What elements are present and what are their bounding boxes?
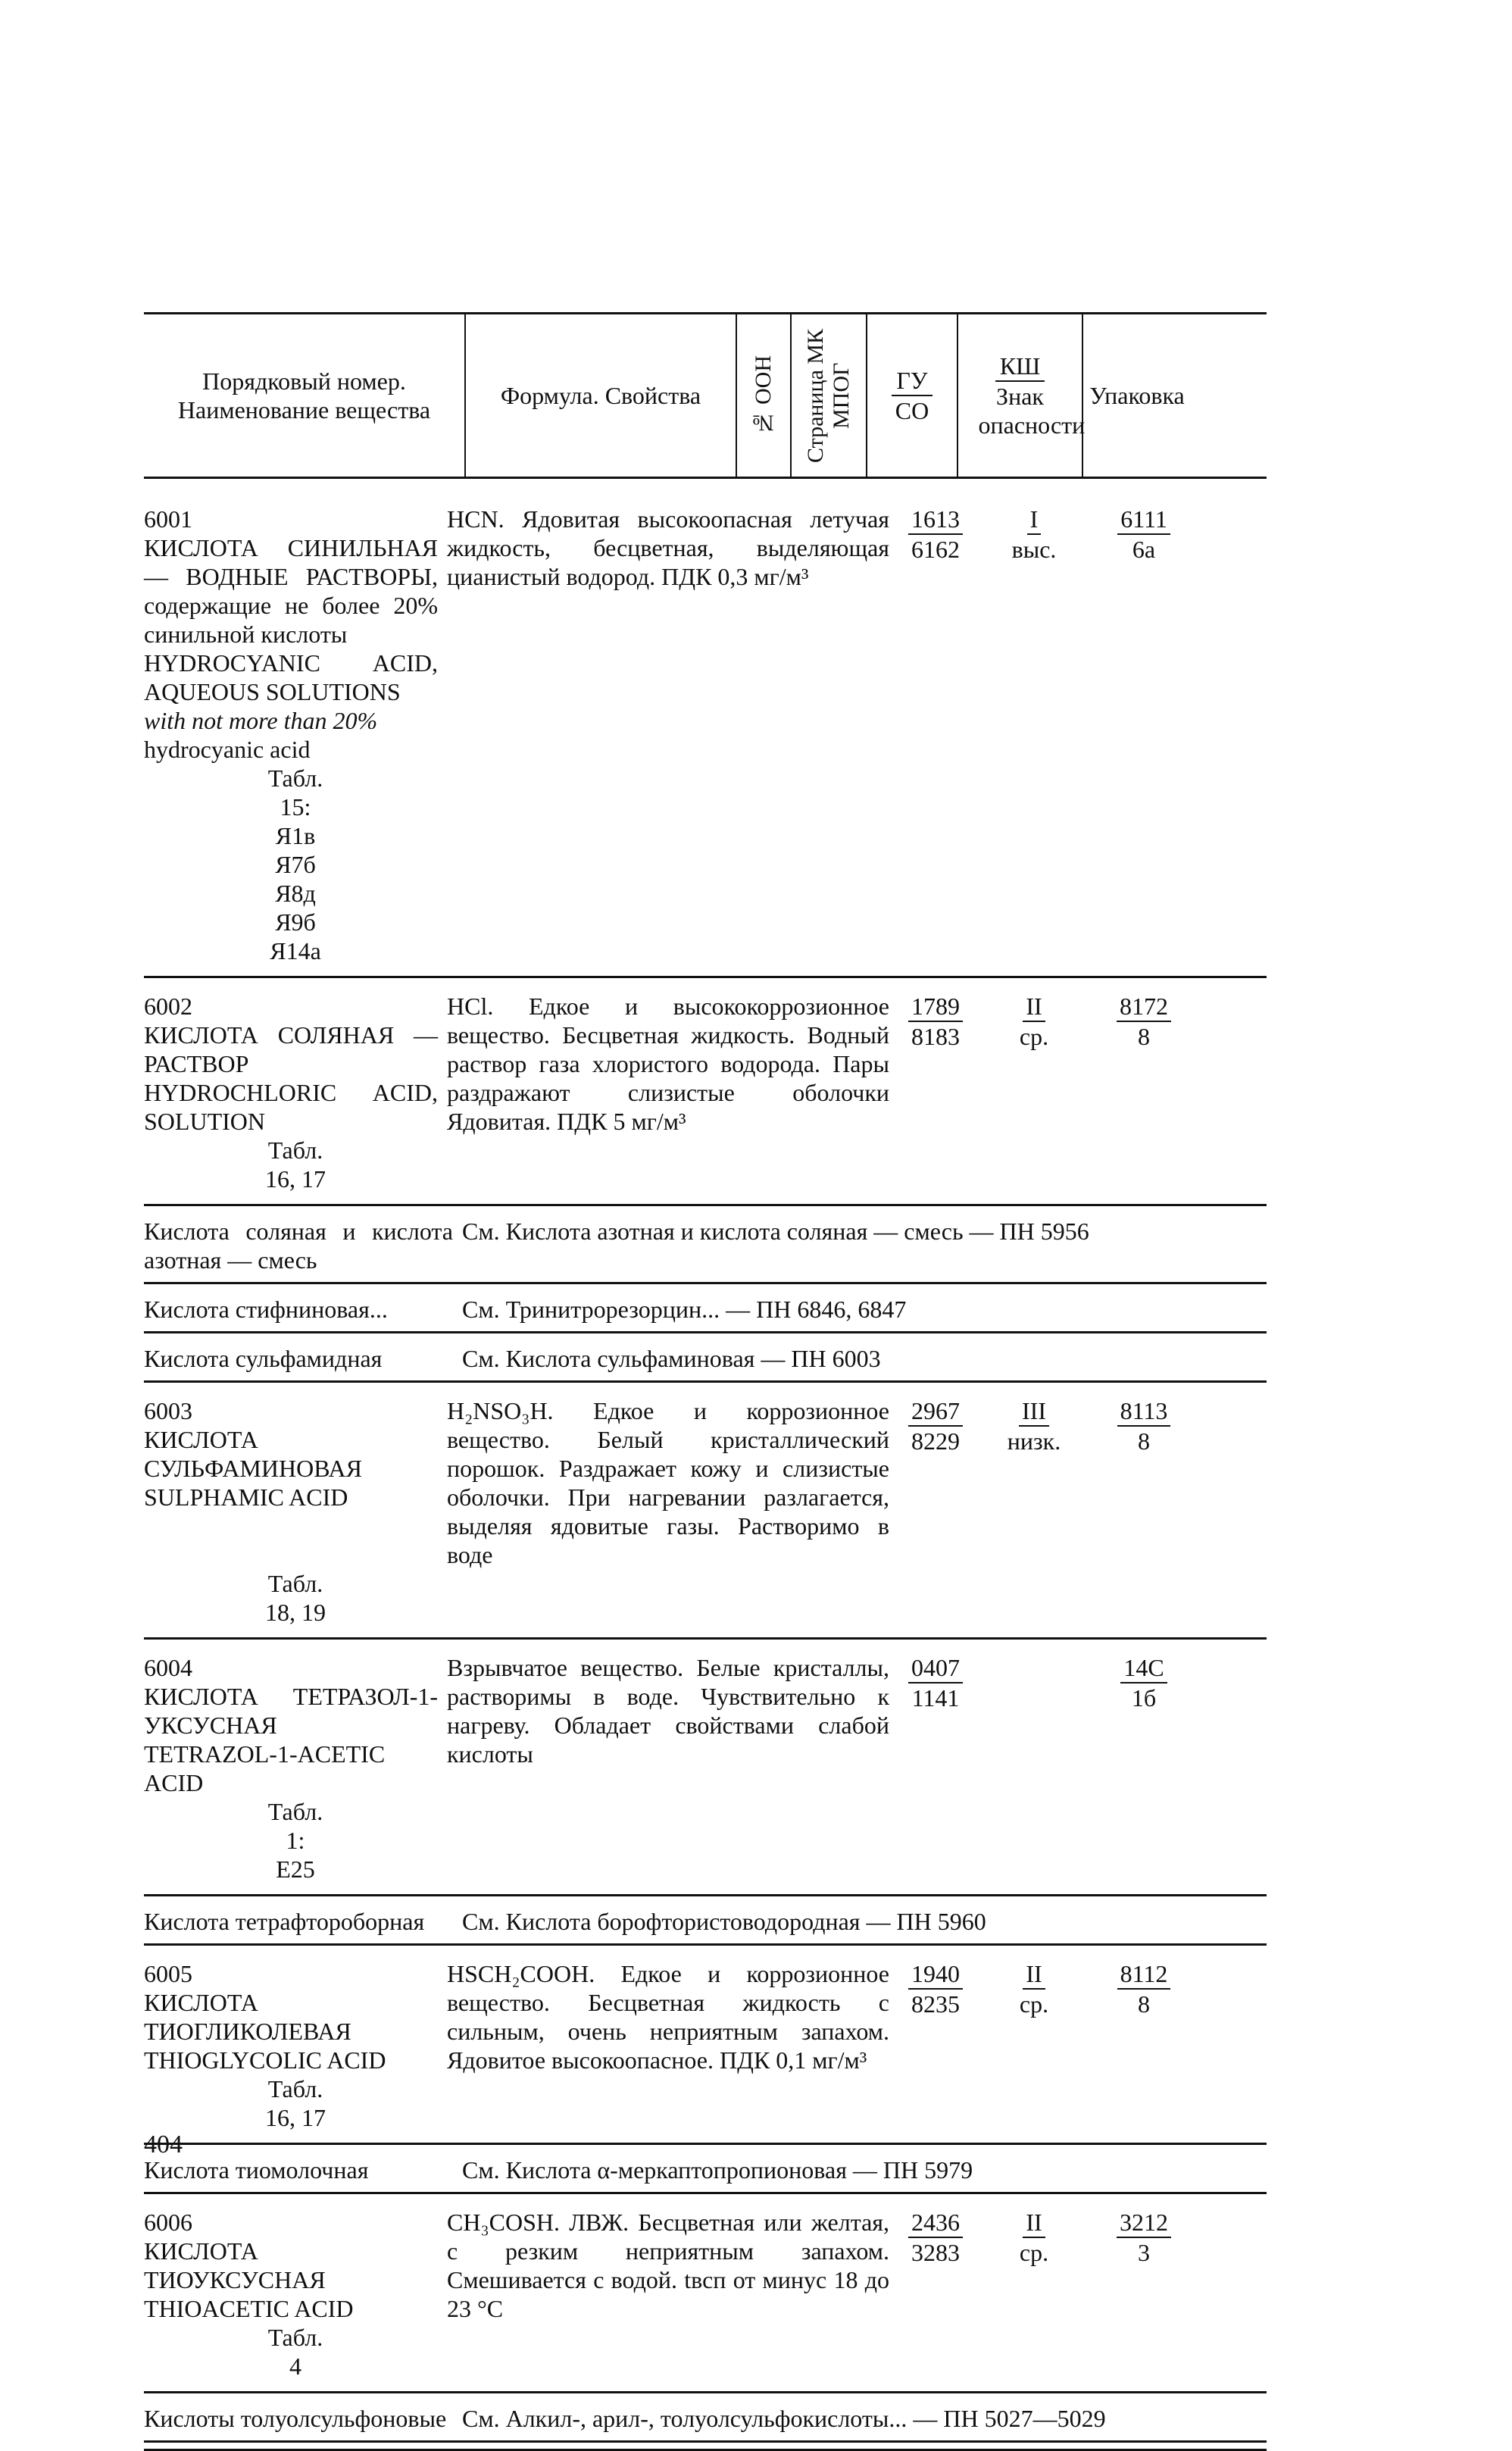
- substance-name-en: THIOGLYCOLIC ACID: [144, 2046, 386, 2074]
- ksh-sign-bottom: 8: [1138, 1427, 1150, 1455]
- packaging: [144, 1136, 447, 1193]
- page-number: 404: [144, 2131, 183, 2159]
- substance-name-ru: КИСЛОТА ТЕТРАЗОЛ-1-УКСУСНАЯ: [144, 1683, 438, 1739]
- table-body: [144, 491, 1267, 2451]
- packaging-line: 18, 19: [265, 1599, 326, 1626]
- substance-number: 6001: [144, 505, 192, 533]
- packaging-line: 4: [289, 2353, 301, 2380]
- substance-entry: [144, 491, 1267, 976]
- un-number: [894, 505, 977, 764]
- un-number-bottom: 3283: [911, 2239, 960, 2266]
- gu-so-top: II: [1023, 2208, 1045, 2238]
- header-un-col: [737, 314, 792, 477]
- substance-name-en: SULPHAMIC ACID: [144, 1483, 348, 1511]
- row-divider: [144, 2440, 1267, 2443]
- packaging-line: Табл.: [267, 764, 323, 792]
- substance-properties: HCl. Едкое и высококоррозионное вещество. Бесцветная жидкость. Водный раствор газа хлористого водорода. Пары раздражают слизистые оболочки Ядовитая. ПДК 5 мг/м³: [447, 993, 889, 1135]
- substance-properties: CH₃COSH. ЛВЖ. Бесцветная или желтая, с резким неприятным запахом. Смешивается с водой. tвсп от минус 18 до 23 °С: [447, 2209, 889, 2322]
- un-number-top: 0407: [908, 1653, 963, 1683]
- substance-name: [144, 1653, 447, 1797]
- packaging-line: Я14а: [270, 937, 321, 964]
- packaging-line: Е25: [276, 1855, 315, 1883]
- packaging-line: Табл.: [267, 2324, 323, 2351]
- packaging-line: 16, 17: [265, 1165, 326, 1193]
- substance-name-ru: КИСЛОТА СИНИЛЬНАЯ — ВОДНЫЕ РАСТВОРЫ, содержащие не более 20% синильной кислоты: [144, 534, 438, 648]
- cross-reference-target: См. Кислота борофтористоводородная — ПН 5960: [462, 1908, 986, 1935]
- packaging: [144, 764, 447, 965]
- un-number-bottom: 8183: [911, 1023, 960, 1050]
- substance-name-en-tail: hydrocyanic acid: [144, 736, 311, 763]
- substance-name-en: HYDROCHLORIC ACID, SOLUTION: [144, 1079, 438, 1135]
- substance-name-en: HYDROCYANIC ACID, AQUEOUS SOLUTIONS: [144, 649, 438, 705]
- substance-properties: Взрывчатое вещество. Белые кристаллы, растворимы в воде. Чувствительно к нагреву. Обладает свойствами слабой кислоты: [447, 1654, 889, 1768]
- substance-name-ru: КИСЛОТА ТИОГЛИКОЛЕВАЯ: [144, 1989, 351, 2045]
- un-number: [894, 1396, 977, 1569]
- header-sign-label: Знак опасности: [978, 383, 1086, 439]
- cross-reference-target: См. Кислота азотная и кислота соляная — смесь — ПН 5956: [462, 1218, 1089, 1245]
- gu-so-bottom: ср.: [1019, 1990, 1049, 2018]
- ksh-sign-top: 8113: [1117, 1396, 1171, 1427]
- packaging-line: Табл.: [267, 1136, 323, 1164]
- ksh-sign-top: 8112: [1117, 1959, 1171, 1990]
- un-number-top: 1940: [908, 1959, 963, 1990]
- cross-reference: [144, 1896, 1267, 1943]
- header-ksh-col: [958, 314, 1086, 477]
- gu-so-top: III: [1019, 1396, 1049, 1427]
- substance-name-en-italic: with not more than 20%: [144, 707, 378, 734]
- header-gu-col: [867, 314, 958, 477]
- ksh-sign-top: 3212: [1117, 2208, 1171, 2238]
- substance-name: [144, 1959, 447, 2074]
- packaging-line: Я8д: [275, 880, 316, 907]
- substance-entry: [144, 1946, 1267, 2143]
- gu-so: [977, 992, 1091, 1136]
- packaging: [144, 2323, 447, 2381]
- gu-so: [977, 2208, 1091, 2323]
- cross-reference: [144, 1284, 1267, 1331]
- un-number: [894, 1653, 977, 1797]
- ksh-sign: [1091, 1396, 1197, 1569]
- substance-entry: [144, 1383, 1267, 1637]
- un-number-top: 2436: [908, 2208, 963, 2238]
- page: [144, 312, 1267, 2451]
- un-number-bottom: 8235: [911, 1990, 960, 2018]
- ksh-sign-bottom: 8: [1138, 1023, 1150, 1050]
- un-number: [894, 1959, 977, 2074]
- gu-so: [977, 1959, 1091, 2074]
- ksh-sign-top: 8172: [1117, 992, 1171, 1022]
- cross-reference-term: Кислота тиомолочная: [144, 2156, 369, 2184]
- gu-so: [977, 1396, 1091, 1569]
- substance-name-ru: КИСЛОТА СОЛЯНАЯ — РАСТВОР: [144, 1021, 438, 1077]
- header-formula-col: Формула. Свойства: [466, 314, 737, 477]
- ksh-sign: [1091, 992, 1197, 1136]
- packaging-line: 15:: [280, 793, 311, 821]
- un-number: [894, 992, 977, 1136]
- cross-reference-target: См. Тринитрорезорцин... — ПН 6846, 6847: [462, 1296, 907, 1323]
- un-number-top: 1613: [908, 505, 963, 535]
- gu-so-top: I: [1027, 505, 1042, 535]
- packaging-line: Табл.: [267, 1798, 323, 1825]
- gu-so-bottom: ср.: [1019, 2239, 1049, 2266]
- ksh-sign: [1091, 1959, 1197, 2074]
- cross-reference: [144, 1206, 1267, 1282]
- ksh-sign-top: 14С: [1120, 1653, 1167, 1683]
- substance-number: 6004: [144, 1654, 192, 1681]
- cross-reference-target: См. Кислота сульфаминовая — ПН 6003: [462, 1345, 881, 1372]
- substance-properties: HSCH₂COOH. Едкое и коррозионное вещество. Бесцветная жидкость с сильным, очень неприятным запахом. Ядовитое высокоопасное. ПДК 0,1 мг/м³: [447, 1960, 889, 2074]
- substance-number: 6006: [144, 2209, 192, 2236]
- ksh-sign-bottom: 6а: [1132, 536, 1156, 563]
- ksh-sign-bottom: 1б: [1131, 1684, 1157, 1712]
- substance-name-en: TETRAZOL-1-ACETIC ACID: [144, 1740, 386, 1796]
- cross-reference-term: Кислота сульфамидная: [144, 1345, 383, 1372]
- packaging: [144, 2074, 447, 2132]
- substance-name-en: THIOACETIC ACID: [144, 2295, 354, 2322]
- header-so-label: СО: [895, 397, 929, 424]
- substance-entry: [144, 978, 1267, 1204]
- cross-reference-term: Кислота тетрафтороборная: [144, 1908, 425, 1935]
- un-number-bottom: 8229: [911, 1427, 960, 1455]
- substance-name: [144, 992, 447, 1136]
- cross-reference: [144, 1333, 1267, 1380]
- packaging-line: Я7б: [275, 851, 316, 878]
- gu-so-top: II: [1023, 992, 1045, 1022]
- substance-name: [144, 1396, 447, 1569]
- un-number-bottom: 1141: [911, 1684, 960, 1712]
- un-number-bottom: 6162: [911, 536, 960, 563]
- substance-name-ru: КИСЛОТА ТИОУКСУСНАЯ: [144, 2237, 326, 2293]
- header-page-col: [792, 314, 867, 477]
- header-page-label: Страница МК МПОГ: [803, 328, 854, 463]
- packaging-line: Я1в: [275, 822, 316, 849]
- substance-number: 6003: [144, 1397, 192, 1424]
- header-un-label: № ООН: [751, 355, 776, 436]
- header-name-col: Порядковый номер. Наименование вещества: [144, 314, 466, 477]
- gu-so-bottom: ср.: [1019, 1023, 1049, 1050]
- packaging-line: Я9б: [275, 908, 316, 936]
- ksh-sign-bottom: 3: [1138, 2239, 1150, 2266]
- substance-number: 6005: [144, 1960, 192, 1987]
- packaging-line: Табл.: [267, 2075, 323, 2102]
- cross-reference-term: Кислота стифниновая...: [144, 1296, 388, 1323]
- header-ksh-label: КШ: [995, 352, 1045, 382]
- table-header: [144, 314, 1267, 477]
- gu-so-top: II: [1023, 1959, 1045, 1990]
- header-gu-label: ГУ: [892, 366, 932, 396]
- cross-reference-term: Кислоты толуолсульфоновые: [144, 2405, 447, 2432]
- packaging-line: Табл.: [267, 1570, 323, 1597]
- packaging: [144, 1569, 447, 1627]
- gu-so: [977, 1653, 1091, 1797]
- gu-so-bottom: выс.: [1011, 536, 1057, 563]
- substance-properties: HCN. Ядовитая высокоопасная летучая жидкость, бесцветная, выделяющая цианистый водород. ПДК 0,3 мг/м³: [447, 505, 889, 590]
- cross-reference-term: Кислота соляная и кислота азотная — смесь: [144, 1218, 453, 1274]
- substance-entry: [144, 2194, 1267, 2391]
- ksh-sign: [1091, 2208, 1197, 2323]
- cross-reference-target: См. Алкил-, арил-, толуолсульфокислоты... — ПН 5027—5029: [462, 2405, 1106, 2432]
- substance-name: [144, 505, 447, 764]
- substance-name: [144, 2208, 447, 2323]
- un-number: [894, 2208, 977, 2323]
- substance-entry: [144, 1640, 1267, 1894]
- cross-reference: [144, 2393, 1267, 2440]
- un-number-top: 1789: [908, 992, 963, 1022]
- cross-reference: [144, 2145, 1267, 2192]
- header-pack-col: Упаковка: [1089, 382, 1185, 409]
- cross-reference-target: См. Кислота α-меркаптопропионовая — ПН 5979: [462, 2156, 973, 2184]
- packaging: [144, 1797, 447, 1884]
- un-number-top: 2967: [908, 1396, 963, 1427]
- packaging-line: 1:: [286, 1827, 305, 1854]
- ksh-sign-bottom: 8: [1138, 1990, 1150, 2018]
- substance-name-ru: КИСЛОТА СУЛЬФАМИНОВАЯ: [144, 1426, 362, 1482]
- gu-so: [977, 505, 1091, 764]
- ksh-sign-top: 6111: [1117, 505, 1170, 535]
- substance-properties: H₂NSO₃H. Едкое и коррозионное вещество. Белый кристаллический порошок. Раздражает кожу и слизистые оболочки. При нагревании разлагается, выделяя ядовитые газы. Растворимо в воде: [447, 1397, 889, 1568]
- gu-so-bottom: низк.: [1007, 1427, 1061, 1455]
- ksh-sign: [1091, 1653, 1197, 1797]
- substance-number: 6002: [144, 993, 192, 1020]
- ksh-sign: [1091, 505, 1197, 764]
- packaging-line: 16, 17: [265, 2104, 326, 2131]
